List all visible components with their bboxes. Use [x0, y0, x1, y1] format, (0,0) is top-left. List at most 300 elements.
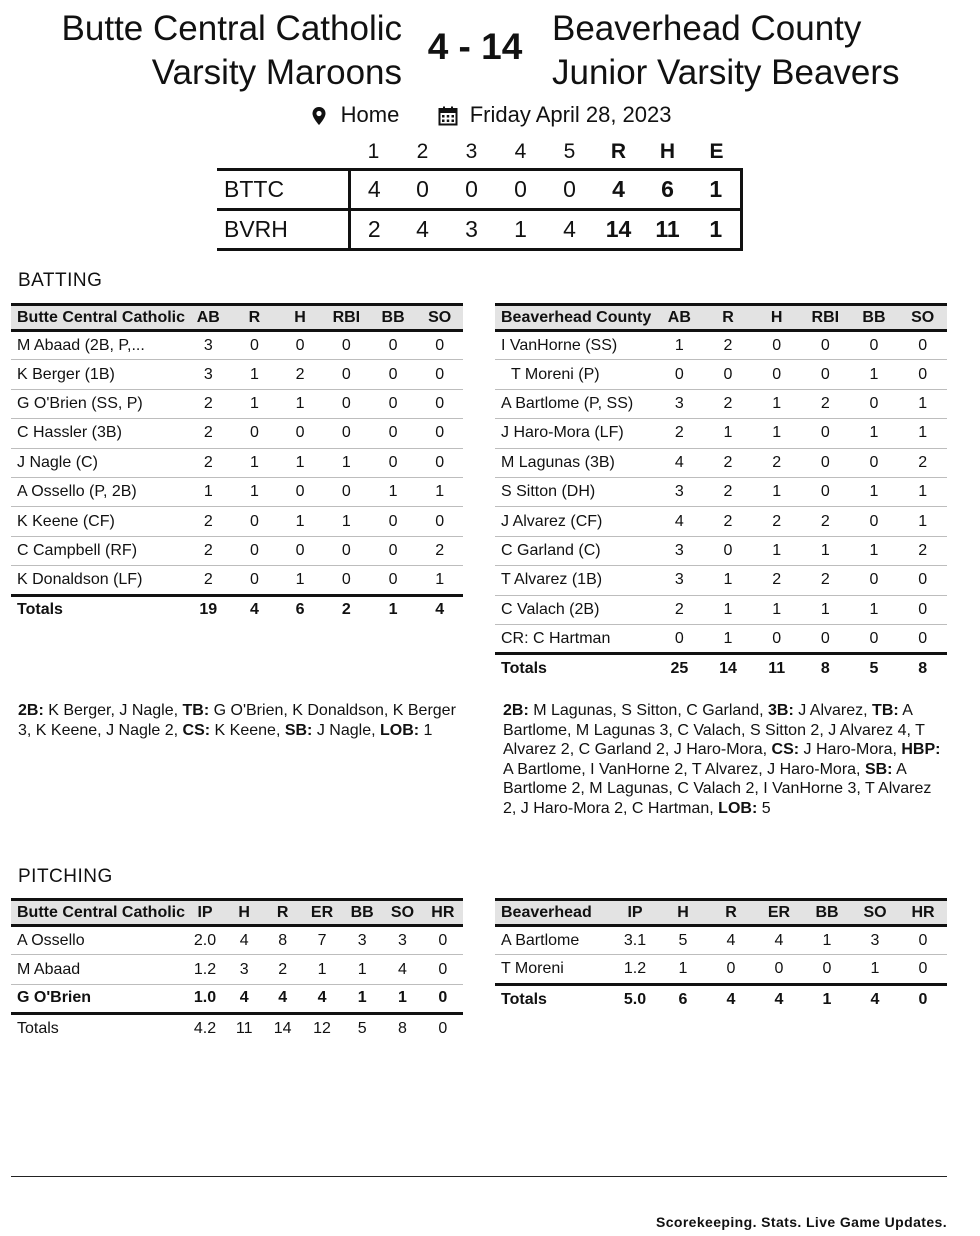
- hits-header: H: [659, 140, 676, 164]
- stat-cell: 1: [342, 955, 382, 984]
- totals-cell: 6: [277, 595, 323, 624]
- note-label: HBP:: [901, 741, 941, 759]
- totals-cell: 14: [263, 1014, 302, 1043]
- stat-cell: 1: [232, 477, 278, 506]
- player-row: [495, 566, 947, 595]
- inning-score: 3: [447, 209, 496, 249]
- player-name: A Bartlome: [495, 926, 611, 955]
- player-row: [11, 360, 463, 389]
- stat-column-header: R: [232, 305, 278, 331]
- hits-total: 11: [643, 209, 692, 249]
- stat-cell: 3: [655, 566, 704, 595]
- game-date: Friday April 28, 2023: [469, 102, 672, 128]
- away-pitching-table: [495, 898, 947, 1014]
- stat-cell: 1: [801, 595, 850, 624]
- note-text: A Bartlome 2, M Lagunas, C Valach 2, I VanHorne 3, T Alvarez 2, J Haro-Mora 2, C Hartman,: [503, 760, 932, 817]
- player-row: [495, 595, 947, 624]
- stat-cell: 1: [898, 507, 947, 536]
- stat-cell: 0: [423, 955, 463, 984]
- player-name: C Hassler (3B): [11, 419, 185, 448]
- stat-cell: 1: [803, 926, 851, 955]
- line-score-team: BTTC: [217, 169, 349, 209]
- stat-cell: 2: [801, 389, 850, 418]
- stat-cell: 0: [898, 331, 947, 360]
- stat-column-header: H: [277, 305, 323, 331]
- stat-cell: 0: [801, 360, 850, 389]
- stat-cell: 2: [277, 360, 323, 389]
- totals-cell: 2: [323, 595, 370, 624]
- final-score: 4 - 14: [427, 26, 523, 67]
- stat-cell: 2: [185, 448, 232, 477]
- stat-cell: 4: [225, 984, 263, 1013]
- stat-cell: 0: [423, 926, 463, 955]
- away-team-name-line2: Junior Varsity Beavers: [552, 53, 900, 92]
- player-row: [495, 389, 947, 418]
- stat-column-header: BB: [850, 305, 899, 331]
- stat-cell: 4: [655, 507, 704, 536]
- stat-column-header: SO: [382, 900, 422, 926]
- stat-cell: 1: [323, 448, 370, 477]
- errors-header: E: [709, 140, 724, 164]
- stat-column-header: H: [659, 900, 707, 926]
- stat-column-header: R: [707, 900, 755, 926]
- player-row: [11, 566, 463, 595]
- note-text: G O'Brien, K Donaldson, K Berger 3, K Keene, J Nagle 2,: [18, 702, 456, 739]
- stat-column-header: AB: [655, 305, 704, 331]
- inning-header: 4: [514, 140, 527, 164]
- player-name: G O'Brien (SS, P): [11, 389, 185, 418]
- away-batting-notes: [503, 701, 949, 819]
- inning-score: 0: [545, 169, 594, 209]
- stat-column-header: BB: [342, 900, 382, 926]
- stat-cell: 2: [263, 955, 302, 984]
- stat-cell: 0: [370, 389, 417, 418]
- stat-cell: 3: [185, 331, 232, 360]
- stat-cell: 0: [416, 448, 463, 477]
- stat-cell: 0: [655, 360, 704, 389]
- footer-divider: [11, 1176, 947, 1177]
- away-team-name: [552, 7, 900, 95]
- home-team-name: [62, 7, 402, 95]
- totals-cell: 8: [898, 654, 947, 683]
- totals-row: [11, 595, 463, 624]
- stat-cell: 4: [225, 926, 263, 955]
- runs-total: 4: [594, 169, 643, 209]
- stat-cell: 1: [416, 477, 463, 506]
- stat-cell: 0: [323, 360, 370, 389]
- stat-cell: 0: [899, 955, 947, 984]
- stat-column-header: RBI: [801, 305, 850, 331]
- stat-cell: 2: [704, 331, 753, 360]
- inning-score: 1: [496, 209, 545, 249]
- stat-cell: 0: [898, 566, 947, 595]
- stat-column-header: BB: [370, 305, 417, 331]
- stat-cell: 0: [755, 955, 803, 984]
- stat-cell: 0: [370, 419, 417, 448]
- player-name: A Bartlome (P, SS): [495, 389, 655, 418]
- player-name: A Ossello: [11, 926, 185, 955]
- note-label: 3B:: [768, 702, 794, 719]
- stat-cell: 0: [370, 566, 417, 595]
- note-label: 2B:: [503, 702, 529, 719]
- map-pin-icon: [309, 105, 329, 125]
- stat-cell: 0: [370, 331, 417, 360]
- stat-cell: 0: [323, 566, 370, 595]
- player-name: K Keene (CF): [11, 507, 185, 536]
- totals-cell: 14: [704, 654, 753, 683]
- totals-cell: 5: [850, 654, 899, 683]
- totals-cell: 25: [655, 654, 704, 683]
- away-batting-table: [495, 303, 947, 683]
- player-name: G O'Brien: [11, 984, 185, 1013]
- note-label: TB:: [872, 702, 899, 719]
- totals-cell: 4: [755, 984, 803, 1013]
- note-text: 5: [757, 799, 771, 817]
- stat-cell: 2: [704, 448, 753, 477]
- stat-cell: 2: [185, 419, 232, 448]
- totals-row: [11, 1014, 463, 1043]
- stat-cell: 0: [323, 536, 370, 565]
- totals-label: Totals: [11, 1014, 185, 1043]
- totals-cell: 0: [423, 1014, 463, 1043]
- player-row: [495, 331, 947, 360]
- stat-cell: 0: [801, 448, 850, 477]
- stat-cell: 7: [302, 926, 342, 955]
- stat-cell: 4: [707, 926, 755, 955]
- stat-cell: 0: [416, 389, 463, 418]
- player-row: [495, 360, 947, 389]
- note-label: TB:: [182, 702, 210, 719]
- stat-cell: 2: [704, 507, 753, 536]
- stat-column-header: BB: [803, 900, 851, 926]
- stat-cell: 1: [752, 389, 801, 418]
- stat-cell: 2: [752, 566, 801, 595]
- totals-cell: 4: [232, 595, 278, 624]
- stat-cell: 0: [704, 536, 753, 565]
- stat-cell: 2: [655, 419, 704, 448]
- stat-cell: 0: [801, 477, 850, 506]
- line-score-row-home: [217, 169, 741, 209]
- stat-cell: 1.0: [185, 984, 225, 1013]
- stat-cell: 1: [382, 984, 422, 1013]
- pitching-section-heading: PITCHING: [18, 866, 113, 887]
- inning-header: 2: [416, 140, 429, 164]
- stat-cell: 0: [232, 331, 278, 360]
- stat-cell: 0: [801, 624, 850, 653]
- stat-cell: 2: [185, 566, 232, 595]
- note-label: LOB:: [718, 799, 758, 817]
- stat-cell: 0: [801, 331, 850, 360]
- stat-cell: 3.1: [611, 926, 659, 955]
- stat-column-header: ER: [302, 900, 342, 926]
- player-name: K Donaldson (LF): [11, 566, 185, 595]
- totals-cell: 4: [851, 984, 899, 1013]
- totals-cell: 0: [899, 984, 947, 1013]
- note-label: SB:: [284, 721, 313, 739]
- player-name: M Abaad: [11, 955, 185, 984]
- stat-cell: 0: [752, 331, 801, 360]
- player-row: [11, 331, 463, 360]
- stat-cell: 2: [704, 477, 753, 506]
- stat-cell: 4: [655, 448, 704, 477]
- stat-column-header: RBI: [323, 305, 370, 331]
- stat-cell: 0: [850, 566, 899, 595]
- stat-cell: 3: [382, 926, 422, 955]
- player-name: J Nagle (C): [11, 448, 185, 477]
- note-text: K Keene,: [210, 721, 285, 739]
- stat-column-header: IP: [185, 900, 225, 926]
- totals-cell: 11: [225, 1014, 263, 1043]
- player-name: T Moreni: [495, 955, 611, 984]
- stat-cell: 1: [277, 507, 323, 536]
- stat-cell: 0: [850, 331, 899, 360]
- stat-cell: 5: [659, 926, 707, 955]
- stat-cell: 0: [850, 448, 899, 477]
- stat-cell: 2: [898, 536, 947, 565]
- stat-cell: 1.2: [611, 955, 659, 984]
- footer-tagline: Scorekeeping. Stats. Live Game Updates.: [655, 1214, 947, 1230]
- stat-cell: 1: [752, 595, 801, 624]
- stat-cell: 0: [423, 984, 463, 1013]
- stat-cell: 2: [801, 507, 850, 536]
- stat-cell: 2: [752, 507, 801, 536]
- stat-cell: 0: [416, 419, 463, 448]
- stat-cell: 1: [851, 955, 899, 984]
- stat-cell: 0: [370, 360, 417, 389]
- totals-cell: 4: [416, 595, 463, 624]
- stat-cell: 1: [898, 389, 947, 418]
- inning-score: 4: [398, 209, 447, 249]
- stat-cell: 0: [850, 624, 899, 653]
- line-score-team: BVRH: [217, 209, 349, 249]
- stat-cell: 1: [232, 389, 278, 418]
- stat-cell: 0: [232, 507, 278, 536]
- inning-score: 0: [496, 169, 545, 209]
- player-row: [11, 389, 463, 418]
- note-label: LOB:: [379, 721, 420, 739]
- note-text: J Alvarez,: [793, 702, 873, 719]
- stat-cell: 1: [850, 477, 899, 506]
- stat-cell: 0: [655, 624, 704, 653]
- totals-label: Totals: [11, 595, 185, 624]
- stat-cell: 0: [898, 360, 947, 389]
- stat-cell: 4: [755, 926, 803, 955]
- stat-cell: 3: [655, 536, 704, 565]
- player-name: C Garland (C): [495, 536, 655, 565]
- player-name: C Valach (2B): [495, 595, 655, 624]
- line-score-table: [217, 137, 743, 251]
- note-text: A Bartlome, I VanHorne 2, T Alvarez, J Haro-Mora,: [503, 760, 865, 778]
- player-row: [11, 926, 463, 955]
- player-name: J Haro-Mora (LF): [495, 419, 655, 448]
- player-row: [495, 955, 947, 984]
- stat-cell: 0: [416, 331, 463, 360]
- stat-cell: 2: [185, 536, 232, 565]
- totals-cell: 19: [185, 595, 232, 624]
- stat-cell: 2: [801, 566, 850, 595]
- stat-cell: 1: [232, 360, 278, 389]
- stat-cell: 0: [416, 507, 463, 536]
- player-row: [11, 955, 463, 984]
- stat-cell: 1: [370, 477, 417, 506]
- stat-cell: 0: [898, 624, 947, 653]
- home-pitching-table: [11, 898, 463, 1043]
- totals-cell: 6: [659, 984, 707, 1013]
- stat-cell: 1: [323, 507, 370, 536]
- stat-column-header: H: [752, 305, 801, 331]
- stat-column-header: R: [704, 305, 753, 331]
- stat-cell: 1: [659, 955, 707, 984]
- player-name: T Moreni (P): [495, 360, 655, 389]
- stat-cell: 1: [655, 331, 704, 360]
- stat-cell: 1: [850, 360, 899, 389]
- errors-total: 1: [692, 209, 741, 249]
- inning-score: 4: [545, 209, 594, 249]
- home-batting-table: [11, 303, 463, 624]
- player-name: I VanHorne (SS): [495, 331, 655, 360]
- player-row: [11, 419, 463, 448]
- player-row: [495, 477, 947, 506]
- stat-cell: 3: [851, 926, 899, 955]
- totals-cell: 8: [801, 654, 850, 683]
- stat-column-header: H: [225, 900, 263, 926]
- stat-cell: 1: [704, 419, 753, 448]
- stat-cell: 3: [342, 926, 382, 955]
- stat-cell: 1: [752, 477, 801, 506]
- stat-cell: 1: [185, 477, 232, 506]
- note-text: M Lagunas, S Sitton, C Garland,: [528, 702, 769, 719]
- hits-total: 6: [643, 169, 692, 209]
- stat-cell: 3: [225, 955, 263, 984]
- note-text: K Berger, J Nagle,: [43, 702, 183, 719]
- stat-column-header: IP: [611, 900, 659, 926]
- stats-header-row: [495, 900, 947, 926]
- stat-cell: 0: [704, 360, 753, 389]
- player-row: [11, 536, 463, 565]
- stat-column-header: HR: [423, 900, 463, 926]
- stat-cell: 0: [277, 477, 323, 506]
- note-label: 2B:: [18, 702, 44, 719]
- inning-score: 2: [349, 209, 398, 249]
- calendar-icon: [438, 105, 458, 125]
- note-label: SB:: [864, 760, 893, 778]
- stat-cell: 1: [416, 566, 463, 595]
- stat-column-header: SO: [416, 305, 463, 331]
- stat-cell: 1: [302, 955, 342, 984]
- away-team-name-line1: Beaverhead County: [552, 9, 862, 48]
- stat-cell: 0: [323, 331, 370, 360]
- inning-score: 4: [349, 169, 398, 209]
- stat-cell: 1: [752, 536, 801, 565]
- stat-cell: 0: [752, 624, 801, 653]
- stat-cell: 1: [704, 566, 753, 595]
- stat-cell: 2: [898, 448, 947, 477]
- stat-cell: 4: [263, 984, 302, 1013]
- stat-cell: 0: [416, 360, 463, 389]
- note-label: CS:: [771, 741, 800, 759]
- stat-cell: 0: [277, 331, 323, 360]
- stat-cell: 1.2: [185, 955, 225, 984]
- home-team-name-line1: Butte Central Catholic: [61, 9, 402, 48]
- stat-cell: 1: [850, 419, 899, 448]
- player-row: [11, 477, 463, 506]
- stats-header-row: [11, 900, 463, 926]
- stat-cell: 0: [803, 955, 851, 984]
- stat-cell: 0: [752, 360, 801, 389]
- player-row: [11, 448, 463, 477]
- inning-header: 1: [367, 140, 380, 164]
- team-column-header: Butte Central Catholic: [11, 900, 185, 926]
- stat-cell: 1: [704, 595, 753, 624]
- stat-cell: 0: [370, 536, 417, 565]
- stat-cell: 0: [898, 595, 947, 624]
- stat-cell: 2: [704, 389, 753, 418]
- totals-cell: 1: [803, 984, 851, 1013]
- stats-header-row: [495, 305, 947, 331]
- totals-cell: 4.2: [185, 1014, 225, 1043]
- stat-column-header: SO: [851, 900, 899, 926]
- stat-cell: 0: [899, 926, 947, 955]
- player-name: CR: C Hartman: [495, 624, 655, 653]
- stat-cell: 1: [801, 536, 850, 565]
- totals-cell: 12: [302, 1014, 342, 1043]
- stat-cell: 0: [370, 448, 417, 477]
- team-column-header: Beaverhead County: [495, 305, 655, 331]
- inning-score: 0: [447, 169, 496, 209]
- totals-cell: 4: [707, 984, 755, 1013]
- totals-cell: 1: [370, 595, 417, 624]
- stat-cell: 1: [704, 624, 753, 653]
- stat-column-header: R: [263, 900, 302, 926]
- player-name: M Lagunas (3B): [495, 448, 655, 477]
- stat-column-header: SO: [898, 305, 947, 331]
- line-score-header-row: [217, 137, 741, 169]
- stat-cell: 4: [302, 984, 342, 1013]
- stat-cell: 2: [655, 595, 704, 624]
- player-name: J Alvarez (CF): [495, 507, 655, 536]
- totals-row: [495, 654, 947, 683]
- stat-cell: 0: [232, 536, 278, 565]
- stat-cell: 0: [277, 536, 323, 565]
- totals-row: [495, 984, 947, 1013]
- totals-cell: 11: [752, 654, 801, 683]
- player-name: T Alvarez (1B): [495, 566, 655, 595]
- stat-cell: 0: [850, 507, 899, 536]
- runs-header: R: [610, 140, 627, 164]
- totals-cell: 8: [382, 1014, 422, 1043]
- player-name: C Campbell (RF): [11, 536, 185, 565]
- stat-cell: 1: [342, 984, 382, 1013]
- note-label: CS:: [182, 721, 211, 739]
- stat-cell: 0: [232, 566, 278, 595]
- stat-cell: 0: [323, 389, 370, 418]
- stat-cell: 0: [277, 419, 323, 448]
- team-column-header: Butte Central Catholic: [11, 305, 185, 331]
- stat-cell: 1: [752, 419, 801, 448]
- note-text: J Nagle,: [312, 721, 380, 739]
- player-row: [11, 984, 463, 1013]
- stat-cell: 0: [323, 477, 370, 506]
- player-row: [495, 536, 947, 565]
- inning-score: 0: [398, 169, 447, 209]
- player-row: [495, 624, 947, 653]
- stat-cell: 0: [323, 419, 370, 448]
- stat-cell: 8: [263, 926, 302, 955]
- batting-section-heading: BATTING: [18, 270, 103, 291]
- stat-cell: 2: [416, 536, 463, 565]
- stat-cell: 0: [801, 419, 850, 448]
- stat-cell: 2.0: [185, 926, 225, 955]
